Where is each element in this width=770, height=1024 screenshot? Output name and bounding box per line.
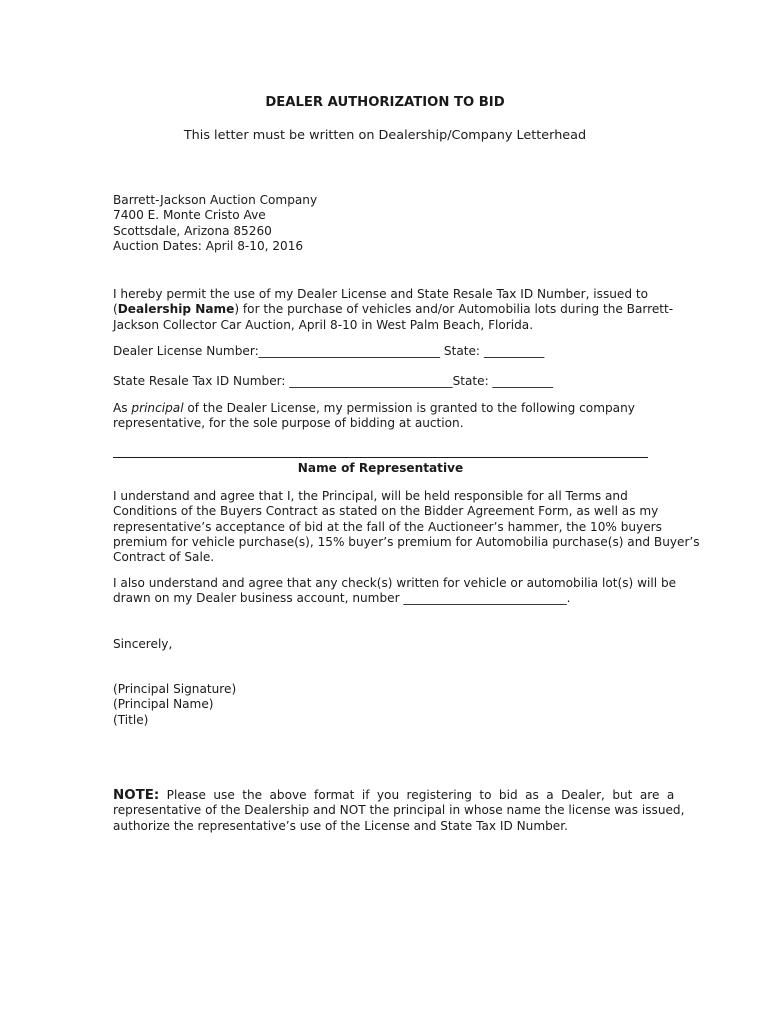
principal-line-1-rest: of the Dealer License, my permission is granted to the following company <box>183 401 635 415</box>
permit-line-2 <box>113 302 674 317</box>
checks-paragraph <box>113 576 677 607</box>
closing-text: Sincerely, <box>113 637 173 651</box>
permit-line-1: I hereby permit the use of my Dealer License and State Resale Tax ID Number, issued to <box>113 287 649 301</box>
resale-tax-field <box>113 374 658 389</box>
checks-line-1: I also understand and agree that any check(s) written for vehicle or automobilia lot(s) will be <box>113 576 677 590</box>
document-title: DEALER AUTHORIZATION TO BID <box>265 95 505 110</box>
permit-line-3: Jackson Collector Car Auction, April 8-10 in West Palm Beach, Florida. <box>113 317 534 332</box>
understand-line-5: Contract of Sale. <box>113 550 215 565</box>
principal-word: principal <box>131 401 184 415</box>
permit-line-2-rest: ) for the purchase of vehicles and/or Automobilia lots during the Barrett- <box>234 302 674 317</box>
note-line-3: authorize the representative’s use of the License and State Tax ID Number. <box>113 818 568 833</box>
principal-signature: (Principal Signature) <box>113 682 237 696</box>
principal-as: As <box>113 401 132 415</box>
principal-paragraph <box>113 401 658 432</box>
note-paragraph <box>113 788 685 834</box>
address-city: Scottsdale, Arizona 85260 <box>113 223 272 238</box>
document-subtitle: This letter must be written on Dealership/Company Letterhead <box>183 128 587 143</box>
principal-title: (Title) <box>113 712 149 727</box>
principal-line-2: representative, for the sole purpose of bidding at auction. <box>113 416 464 431</box>
dealer-license-line: Dealer License Number:______________________________ State: __________ <box>113 344 545 358</box>
note-line-2: representative of the Dealership and NOT the principal in whose name the license was issued, <box>113 803 685 818</box>
representative-signature-line <box>113 457 648 458</box>
address-street: 7400 E. Monte Cristo Ave <box>113 208 266 223</box>
representative-label: Name of Representative <box>297 461 464 475</box>
permit-open-paren: ( <box>113 302 118 317</box>
signature-block <box>113 682 658 728</box>
note-label: NOTE: <box>113 788 160 803</box>
closing <box>113 637 658 652</box>
understand-line-2: Conditions of the Buyers Contract as stated on the Bidder Agreement Form, as well as my <box>113 504 659 519</box>
auction-dates: Auction Dates: April 8-10, 2016 <box>113 238 304 253</box>
resale-tax-line: State Resale Tax ID Number: ___________________________State: __________ <box>113 374 553 388</box>
permit-paragraph <box>113 287 674 333</box>
understand-line-1: I understand and agree that I, the Principal, will be held responsible for all Terms and <box>113 489 628 503</box>
address-company: Barrett-Jackson Auction Company <box>113 193 318 207</box>
understand-line-3: representative’s acceptance of bid at the fall of the Auctioneer’s hammer, the 10% buyers <box>113 519 662 534</box>
principal-name: (Principal Name) <box>113 697 214 712</box>
note-line-1-text: Please use the above format if you registering to bid as a Dealer, but are a <box>159 788 675 802</box>
understand-paragraph <box>113 489 700 565</box>
principal-line-1 <box>113 401 658 416</box>
dealership-name-placeholder: Dealership Name <box>117 302 235 317</box>
dealer-license-field <box>113 344 658 359</box>
checks-line-2: drawn on my Dealer business account, number ___________________________. <box>113 591 571 606</box>
understand-line-4: premium for vehicle purchase(s), 15% buyer’s premium for Automobilia purchase(s) and Buyer’s <box>113 534 700 549</box>
recipient-address <box>113 193 658 254</box>
note-line-1 <box>113 788 675 803</box>
